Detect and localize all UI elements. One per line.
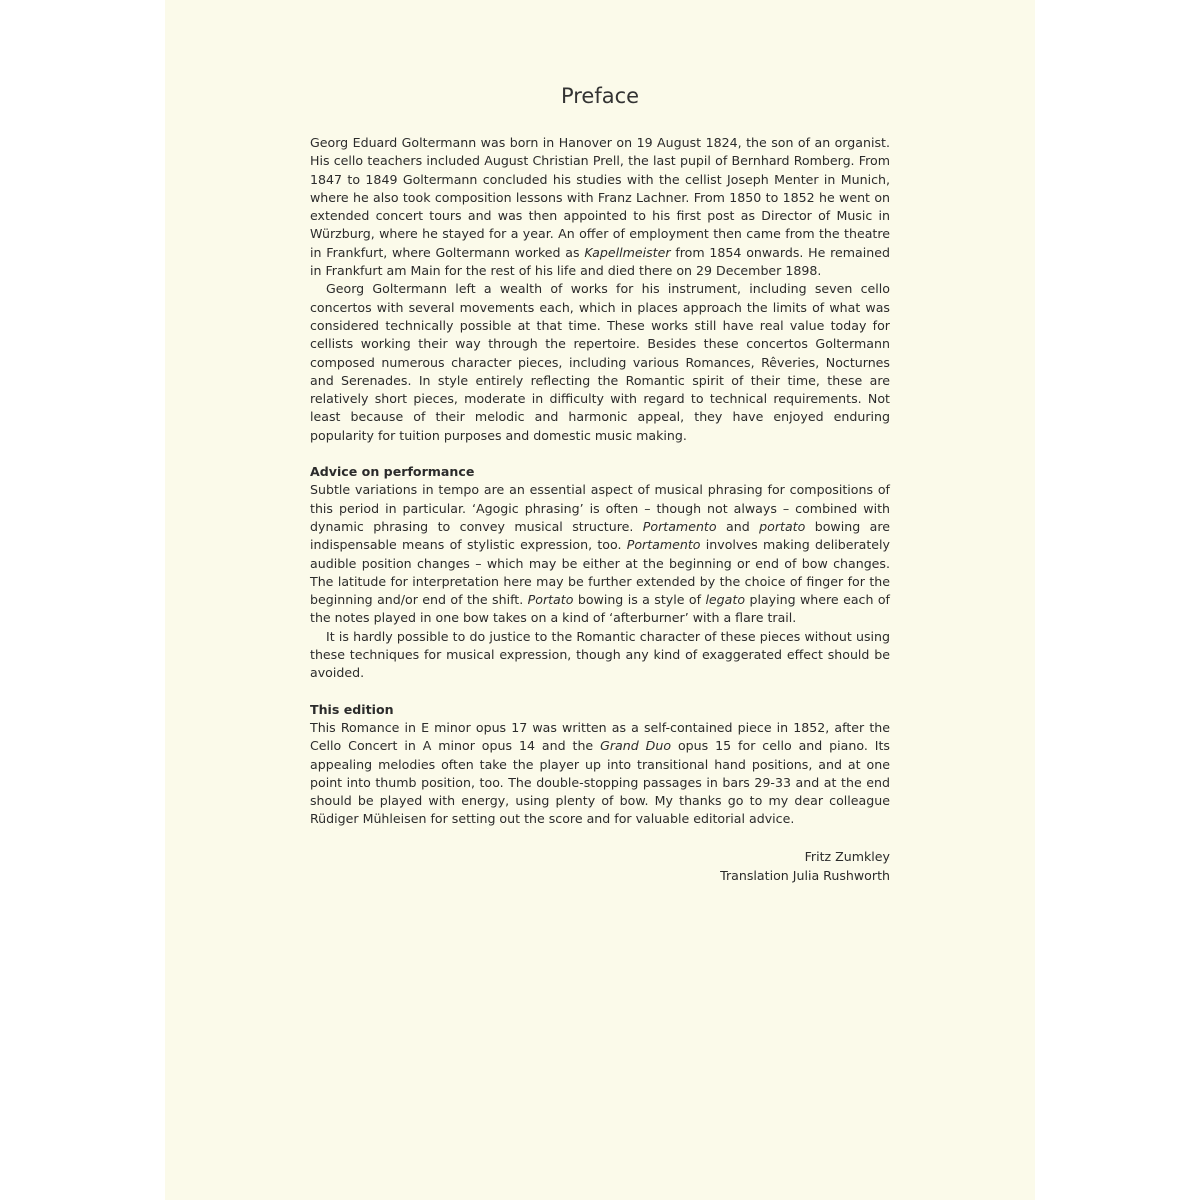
author-name: Fritz Zumkley — [804, 848, 890, 864]
edition-heading: This edition — [310, 701, 394, 717]
performance-paragraph-1: Subtle variations in tempo are an essential aspect of musical phrasing for compositions of this period in particular. ‘Agogic phrasing’ is often – though not always – combined with dynamic phrasing to convey musical structure. Portamento and portato bowing are indispensable means of stylistic expression, too. Portamento involves making deliberately audible position changes – which may be either at the beginning or end of bow changes. The latitude for interpretation here may be further extended by the choice of finger for the beginning and/or end of the shift. Portato bowing is a style of legato playing where each of the notes played in one bow takes on a kind of ‘afterburner’ with a flare trail. — [310, 482, 890, 626]
page-title: Preface — [560, 84, 640, 108]
performance-heading: Advice on performance — [310, 464, 475, 480]
preface-paragraph-1: Georg Eduard Goltermann was born in Hanover on 19 August 1824, the son of an organist. His cello teachers included August Christian Prell, the last pupil of Bernhard Romberg. From 1847 to 1849 Goltermann concluded his studies with the cellist Joseph Menter in Munich, where he also took composition lessons with Franz Lachner. From 1850 to 1852 he went on extended concert tours and was then appointed to his first post as Director of Music in Würzburg, where he stayed for a year. An offer of employment then came from the theatre in Frankfurt, where Goltermann worked as Kapellmeister from 1854 onwards. He remained in Frankfurt am Main for the rest of his life and died there on 29 December 1898. — [310, 135, 891, 279]
translator-credit: Translation Julia Rushworth — [720, 867, 890, 883]
section-gap — [310, 445, 890, 463]
signature-block — [310, 847, 890, 885]
section-gap — [310, 683, 890, 701]
document-body — [310, 82, 890, 885]
edition-paragraph-1: This Romance in E minor opus 17 was written as a self-contained piece in 1852, after the Cello Concert in A minor opus 14 and the Grand Duo opus 15 for cello and piano. Its appealing melodies often take the player up into transitional hand positions, and at one point into thumb position, too. The double-stopping passages in bars 29-33 and at the end should be played with energy, using plenty of bow. My thanks go to my dear colleague Rüdiger Mühleisen for setting out the score and for valuable editorial advice. — [310, 719, 890, 827]
preface-paragraph-2: Georg Goltermann left a wealth of works for his instrument, including seven cello concertos with several movements each, which in places approach the limits of what was considered technically possible at that time. These works still have real value today for cellists working their way through the repertoire. Besides these concertos Goltermann composed numerous character pieces, including various Romances, Rêveries, Nocturnes and Serenades. In style entirely reflecting the Romantic spirit of their time, these are relatively short pieces, moderate in difficulty with regard to technical requirements. Not least because of their melodic and harmonic appeal, they have enjoyed enduring popularity for tuition purposes and domestic music making. — [310, 281, 890, 443]
performance-paragraph-2: It is hardly possible to do justice to the Romantic character of these pieces without using these techniques for musical expression, though any kind of exaggerated effect should be avoided. — [310, 628, 890, 681]
